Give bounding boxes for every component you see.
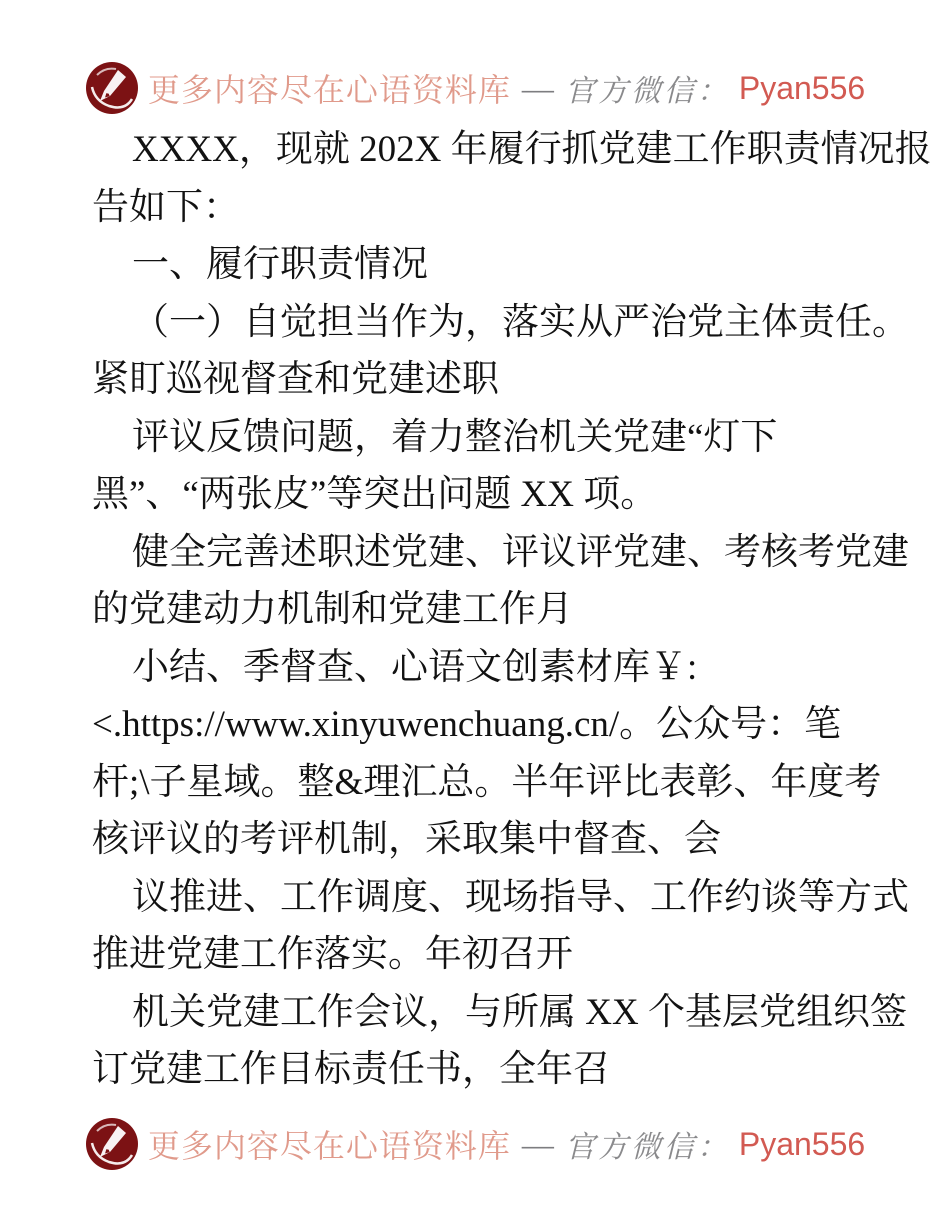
document-line: 议推进、工作调度、现场指导、工作约谈等方式 bbox=[132, 876, 909, 918]
document-line: 杆;\子星域。整&理汇总。半年评比表彰、年度考 bbox=[92, 761, 882, 803]
wechat-label: 官方微信： bbox=[564, 1131, 730, 1164]
document-line: 机关党建工作会议，与所属 XX 个基层党组织签 bbox=[132, 991, 907, 1033]
dash-separator: — bbox=[521, 1125, 554, 1162]
document-line: 评议反馈问题，着力整治机关党建“灯下 bbox=[132, 416, 778, 458]
footer-watermark bbox=[0, 1116, 950, 1172]
wechat-label: 官方微信： bbox=[564, 75, 730, 108]
wechat-id: Pyan556 bbox=[738, 1125, 866, 1162]
document-line: 的党建动力机制和党建工作月 bbox=[92, 589, 573, 630]
dash-separator: — bbox=[521, 69, 554, 106]
wechat-id: Pyan556 bbox=[738, 69, 866, 106]
brand-text: 更多内容尽在心语资料库 bbox=[147, 1128, 511, 1164]
document-line: 推进党建工作落实。年初召开 bbox=[92, 934, 573, 975]
document-line: （一）自觉担当作为，落实从严治党主体责任。 bbox=[132, 301, 909, 343]
document-line: 一、履行职责情况 bbox=[132, 244, 428, 285]
document-line: 告如下： bbox=[92, 186, 240, 228]
document-line: 紧盯巡视督查和党建述职 bbox=[92, 359, 499, 400]
document-line: XXXX，现就 202X 年履行抓党建工作职责情况报 bbox=[132, 129, 932, 170]
document-line: <.https://www.xinyuwenchuang.cn/。公众号：笔 bbox=[92, 704, 842, 745]
xinyu-pen-logo-icon bbox=[85, 1117, 139, 1171]
xinyu-pen-logo-icon bbox=[85, 61, 139, 115]
header-watermark bbox=[0, 60, 950, 116]
document-line: 黑”、“两张皮”等突出问题 XX 项。 bbox=[92, 474, 658, 515]
document-line: 健全完善述职述党建、评议评党建、考核考党建 bbox=[132, 531, 909, 573]
document-line: 核评议的考评机制，采取集中督查、会 bbox=[92, 819, 721, 860]
document-body bbox=[92, 121, 932, 1099]
brand-text: 更多内容尽在心语资料库 bbox=[147, 72, 511, 108]
document-line: 小结、季督查、心语文创素材库￥: bbox=[132, 646, 698, 688]
document-line: 订党建工作目标责任书，全年召 bbox=[92, 1049, 610, 1090]
